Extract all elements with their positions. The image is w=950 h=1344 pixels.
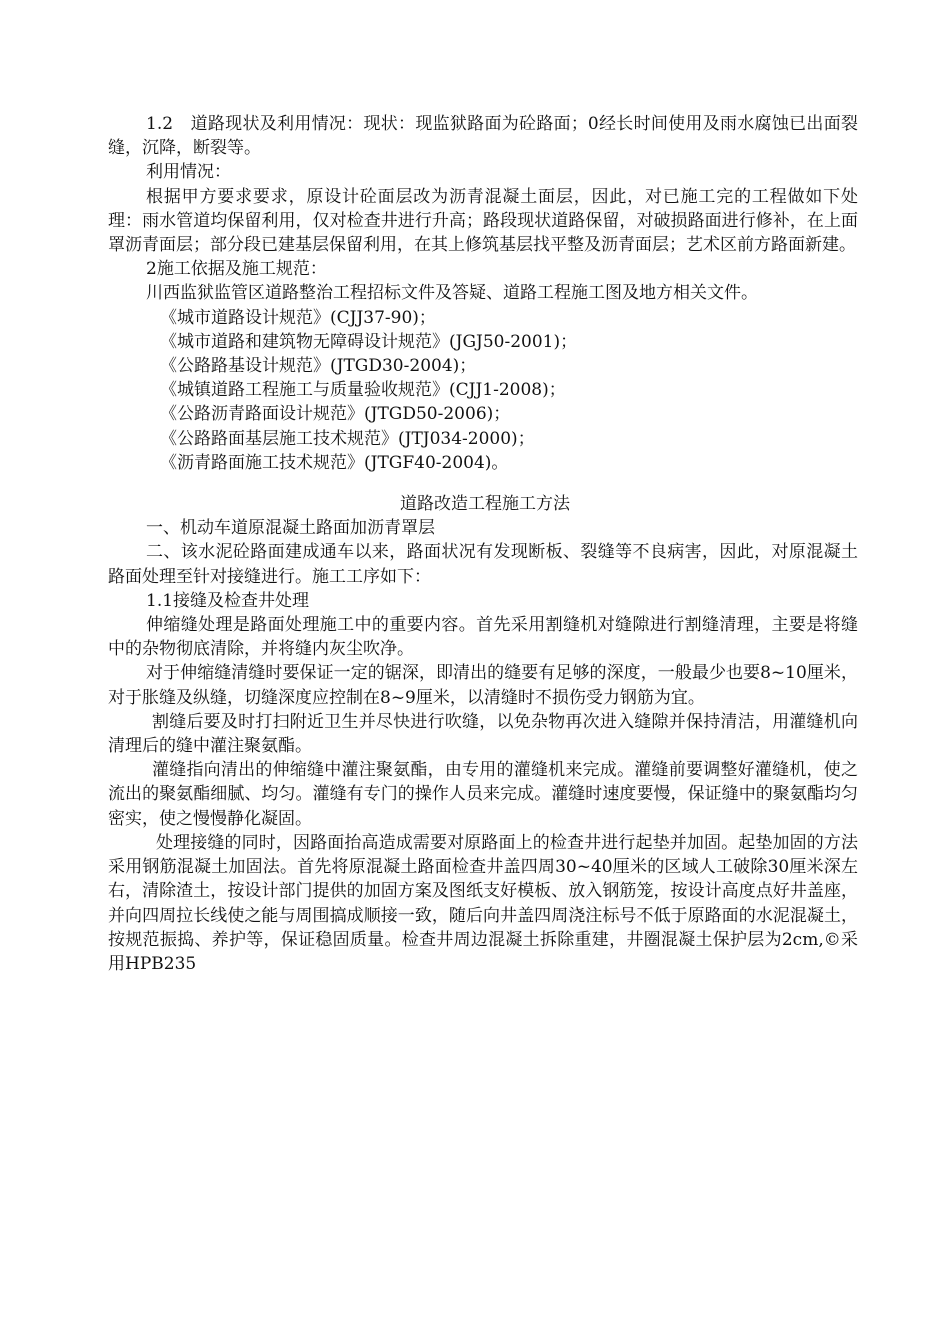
paragraph-road-status: 1.2 道路现状及利用情况：现状：现监狱路面为砼路面；0经长时间使用及雨水腐蚀已出面裂缝，沉降，断裂等。 <box>108 114 858 159</box>
paragraph-grouting: 灌缝指向清出的伸缩缝中灌注聚氨酯，由专用的灌缝机来完成。灌缝前要调整好灌缝机，使之流出的聚氨酯细腻、均匀。灌缝有专门的操作人员来完成。灌缝时速度要慢，保证缝中的聚氨酯均匀密实，使之慢慢静化凝固。 <box>108 760 858 829</box>
standard-item: 《公路沥青路面设计规范》(JTGD50-2006)； <box>160 404 511 425</box>
paragraph-saw-depth: 对于伸缩缝清缝时要保证一定的锯深，即清出的缝要有足够的深度，一般最少也要8~10厘米，对于胀缝及纵缝，切缝深度应控制在8~9厘米，以清缝时不损伤受力钢筋为宜。 <box>108 663 858 708</box>
paragraph-expansion-joint: 伸缩缝处理是路面处理施工中的重要内容。首先采用割缝机对缝隙进行割缝清理，主要是将缝中的杂物彻底清除，并将缝内灰尘吹净。 <box>108 615 858 660</box>
paragraph-basis-documents: 川西监狱监管区道路整治工程招标文件及答疑、道路工程施工图及地方相关文件。 <box>146 283 758 304</box>
standard-item: 《城镇道路工程施工与质量验收规范》(CJJ1-2008)； <box>160 380 566 401</box>
section-title: 道路改造工程施工方法 <box>400 494 570 515</box>
paragraph-item-one: 一、机动车道原混凝土路面加沥青罩层 <box>146 518 435 539</box>
standard-item: 《公路路基设计规范》(JTGD30-2004)； <box>160 356 477 377</box>
standard-item: 《城市道路和建筑物无障碍设计规范》(JGJ50-2001)； <box>160 331 578 352</box>
standards-list <box>108 306 858 475</box>
paragraph-manhole-reinforcement: 处理接缝的同时，因路面抬高造成需要对原路面上的检查井进行起垫并加固。起垫加固的方法采用钢筋混凝土加固法。首先将原混凝土路面检查井盖四周30~40厘米的区域人工破除30厘米深左右，清除渣土，按设计部门提供的加固方案及图纸支好模板、放入钢筋笼，按设计高度点好井盖座，并向四周拉长线使之能与周围搞成顺接一致，随后向井盖四周浇注标号不低于原路面的水泥混凝土，按规范振捣、养护等，保证稳固质量。检查井周边混凝土拆除重建，井圈混凝土保护层为2cm,©采用HPB235 <box>108 832 858 974</box>
paragraph-subheading-joints: 1.1接缝及检查井处理 <box>146 590 310 611</box>
standard-item: 《城市道路设计规范》(CJJ37-90)； <box>160 307 436 328</box>
document-body <box>108 112 858 976</box>
paragraph-utilization-detail: 根据甲方要求要求，原设计砼面层改为沥青混凝土面层，因此，对已施工完的工程做如下处理：雨水管道均保留利用，仅对检查井进行升高；路段现状道路保留，对破损路面进行修补，在上面罩沥青面层；部分段已建基层保留利用，在其上修筑基层找平整及沥青面层；艺术区前方路面新建。 <box>108 186 858 256</box>
paragraph-item-two: 二、该水泥砼路面建成通车以来，路面状况有发现断板、裂缝等不良病害，因此，对原混凝土路面处理至针对接缝进行。施工工序如下： <box>108 542 858 587</box>
standard-item: 《沥青路面施工技术规范》(JTGF40-2004)。 <box>160 452 509 473</box>
paragraph-basis-heading: 2施工依据及施工规范： <box>146 259 327 280</box>
paragraph-utilization-label: 利用情况： <box>146 162 231 183</box>
paragraph-cleaning: 割缝后要及时打扫附近卫生并尽快进行吹缝，以免杂物再次进入缝隙并保持清洁，用灌缝机向清理后的缝中灌注聚氨酯。 <box>108 711 858 757</box>
standard-item: 《公路路面基层施工技术规范》(JTJ034-2000)； <box>160 428 535 449</box>
